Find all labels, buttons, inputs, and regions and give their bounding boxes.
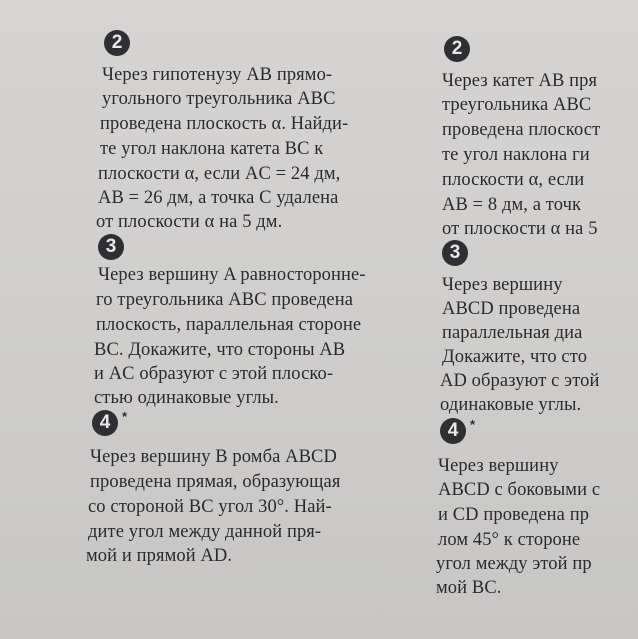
problem-text-line: AB = 26 дм, а точка C удалена [98, 188, 339, 208]
problem-text-line: от плоскости α на 5 дм. [96, 212, 283, 232]
problem-text-line: Через катет AB пря [442, 71, 598, 91]
problem-text-line: Через гипотенузу AB прямо- [102, 65, 333, 85]
problem-text-line: одинаковые углы. [440, 395, 582, 415]
problem-text-line: плоскости α, если AC = 24 дм, [98, 164, 341, 184]
problem-text-line: и AC образуют с этой плоско- [94, 364, 334, 384]
problem-text-line: и CD проведена пр [438, 505, 590, 525]
problem-text-line: угольного треугольника ABC [102, 89, 336, 109]
problem-text-line: параллельная диа [442, 323, 583, 343]
problem-text-line: ABCD с боковыми с [438, 480, 601, 500]
problem-text-line: со стороной BC угол 30°. Най- [88, 497, 332, 517]
problem-text-line: мой и прямой AD. [86, 546, 233, 566]
problem-text-line: Через вершину [442, 275, 563, 295]
problem-text-line: плоскости α, если [442, 170, 585, 190]
problem-text-line: мой BC. [436, 578, 502, 598]
problem-number-badge: 3 [442, 240, 468, 266]
problem-text-line: от плоскости α на 5 [442, 219, 598, 239]
problem-text-line: стью одинаковые углы. [94, 388, 279, 408]
problem-number-badge: 4 * [92, 410, 118, 436]
problem-text-line: дите угол между данной пря- [88, 522, 322, 542]
problem-text-line: Через вершину B ромба ABCD [90, 447, 337, 467]
problem-text-line: Докажите, что сто [442, 347, 588, 367]
problem-text-line: Через вершину A равносторонне- [98, 265, 366, 285]
problem-text-line: BC. Докажите, что стороны AB [94, 340, 346, 360]
problem-text-line: го треугольника ABC проведена [96, 290, 354, 310]
problem-text-line: те угол наклона ги [442, 145, 590, 165]
problem-text-line: AB = 8 дм, а точк [442, 195, 582, 215]
problem-text-line: ABCD проведена [442, 299, 581, 319]
problem-text-line: угол между этой пр [436, 554, 592, 574]
problem-number-badge: 4 * [440, 418, 466, 444]
problem-number-badge: 2 [104, 30, 130, 56]
problem-text-line: треугольника ABC [442, 95, 592, 115]
problem-text-line: проведена плоскость α. Найди- [100, 114, 349, 134]
problem-number-badge: 2 [444, 36, 470, 62]
problem-text-line: те угол наклона катета BC к [100, 139, 324, 159]
problem-text-line: плоскость, параллельная стороне [96, 315, 362, 335]
problem-text-line: проведена прямая, образующая [90, 472, 341, 492]
problem-number-badge: 3 [98, 234, 124, 260]
problem-text-line: AD образуют с этой [440, 371, 600, 391]
problem-text-line: лом 45° к стороне [438, 530, 581, 550]
problem-text-line: проведена плоскост [442, 120, 601, 140]
problem-text-line: Через вершину [438, 456, 559, 476]
